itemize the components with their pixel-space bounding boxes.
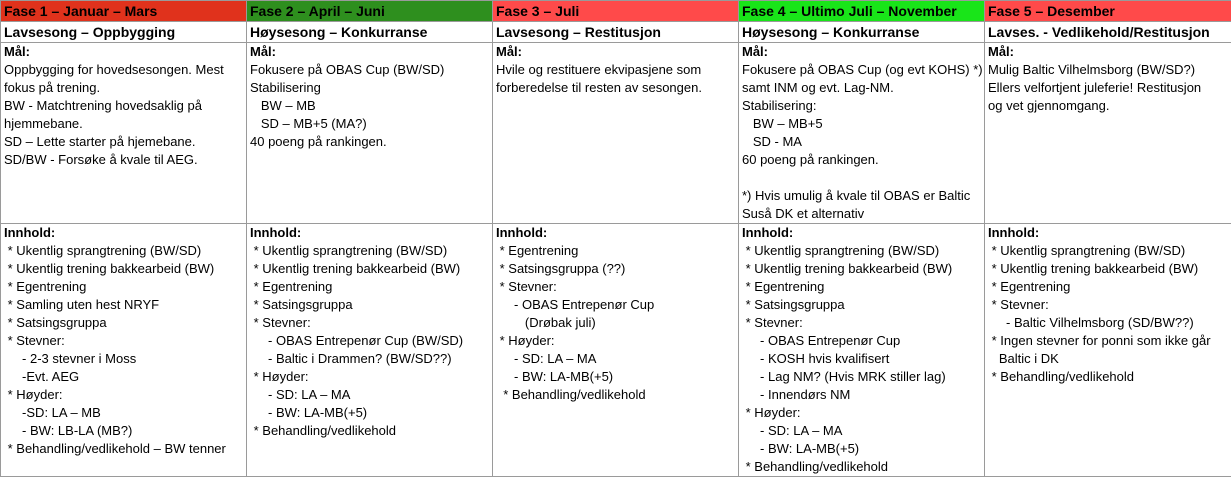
phase-5-header: Fase 5 – Desember [985, 1, 1231, 22]
phase-3-contents-cell [493, 224, 739, 477]
phase-2-contents-cell [247, 224, 493, 477]
phase-3-contents: * Egentrening * Satsingsgruppa (??) * Stevner: - OBAS Entrepenør Cup (Drøbak juli) * Høyder: - SD: LA – MA - BW: LA-MB(+5) * Behandling/vedlikehold [499, 243, 655, 402]
phase-3-season: Lavsesong – Restitusjon [493, 22, 739, 43]
phase-2-goals-cell [247, 43, 493, 224]
phase-3-header: Fase 3 – Juli [493, 1, 739, 22]
contents-label: Innhold: [4, 225, 56, 240]
goals-label: Mål: [988, 44, 1014, 59]
phase-4-goals: Fokusere på OBAS Cup (og evt KOHS) *) samt INM og evt. Lag-NM. Stabilisering: BW – MB+5 SD - MA 60 poeng på rankingen. *) Hvis umulig å kvale til OBAS er Baltic Suså DK et alternativ [742, 62, 983, 221]
contents-label: Innhold: [496, 225, 548, 240]
phase-2-header: Fase 2 – April – Juni [247, 1, 493, 22]
phase-4-season: Høysesong – Konkurranse [739, 22, 985, 43]
phase-4-contents-cell [739, 224, 985, 477]
phase-1-contents: * Ukentlig sprangtrening (BW/SD) * Ukentlig trening bakkearbeid (BW) * Egentrening * Samling uten hest NRYF * Satsingsgruppa * Stevner: - 2-3 stevner i Moss -Evt. AEG * Høyder: -SD: LA – MB - BW: LB-LA (MB?) * Behandling/vedlikehold – BW tenner [7, 243, 226, 456]
phase-4-goals-cell [739, 43, 985, 224]
goals-label: Mål: [250, 44, 276, 59]
phase-1-goals: Oppbygging for hovedsesongen. Mest fokus på trening. BW - Matchtrening hovedsaklig på hjemmebane. SD – Lette starter på hjemebane. SD/BW - Forsøke å kvale til AEG. [4, 62, 224, 167]
contents-row [1, 224, 1231, 477]
season-row [1, 22, 1231, 43]
contents-label: Innhold: [250, 225, 302, 240]
phase-5-goals: Mulig Baltic Vilhelmsborg (BW/SD?) Ellers velfortjent juleferie! Restitusjon og vet gjennomgang. [988, 62, 1202, 113]
phase-1-season: Lavsesong – Oppbygging [1, 22, 247, 43]
goals-label: Mål: [742, 44, 768, 59]
phase-2-contents: * Ukentlig sprangtrening (BW/SD) * Ukentlig trening bakkearbeid (BW) * Egentrening * Satsingsgruppa * Stevner: - OBAS Entrepenør Cup (BW/SD) - Baltic i Drammen? (BW/SD??) * Høyder: - SD: LA – MA - BW: LA-MB(+5) * Behandling/vedlikehold [253, 243, 464, 438]
goals-label: Mål: [496, 44, 522, 59]
phase-4-header: Fase 4 – Ultimo Juli – November [739, 1, 985, 22]
phase-4-contents: * Ukentlig sprangtrening (BW/SD) * Ukentlig trening bakkearbeid (BW) * Egentrening * Satsingsgruppa * Stevner: - OBAS Entrepenør Cup - KOSH hvis kvalifisert - Lag NM? (Hvis MRK stiller lag) - Innendørs NM * Høyder: - SD: LA – MA - BW: LA-MB(+5) * Behandling/vedlikehold [745, 243, 953, 474]
goals-row [1, 43, 1231, 224]
phase-2-goals: Fokusere på OBAS Cup (BW/SD) Stabilisering BW – MB SD – MB+5 (MA?) 40 poeng på rankingen. [250, 62, 445, 149]
goals-label: Mål: [4, 44, 30, 59]
phase-1-goals-cell [1, 43, 247, 224]
phase-1-header: Fase 1 – Januar – Mars [1, 1, 247, 22]
phase-5-season: Lavses. - Vedlikehold/Restitusjon [985, 22, 1231, 43]
phase-2-season: Høysesong – Konkurranse [247, 22, 493, 43]
phase-3-goals: Hvile og restituere ekvipasjene som forberedelse til resten av sesongen. [496, 62, 702, 95]
contents-label: Innhold: [742, 225, 794, 240]
phase-header-row [1, 1, 1231, 22]
phase-3-goals-cell [493, 43, 739, 224]
phase-5-contents-cell [985, 224, 1231, 477]
phase-5-goals-cell [985, 43, 1231, 224]
phase-1-contents-cell [1, 224, 247, 477]
contents-label: Innhold: [988, 225, 1040, 240]
phase-5-contents: * Ukentlig sprangtrening (BW/SD) * Ukentlig trening bakkearbeid (BW) * Egentrening * Stevner: - Baltic Vilhelmsborg (SD/BW??) * Ingen stevner for ponni som ikke går Baltic i DK * Behandling/vedlikehold [991, 243, 1211, 384]
